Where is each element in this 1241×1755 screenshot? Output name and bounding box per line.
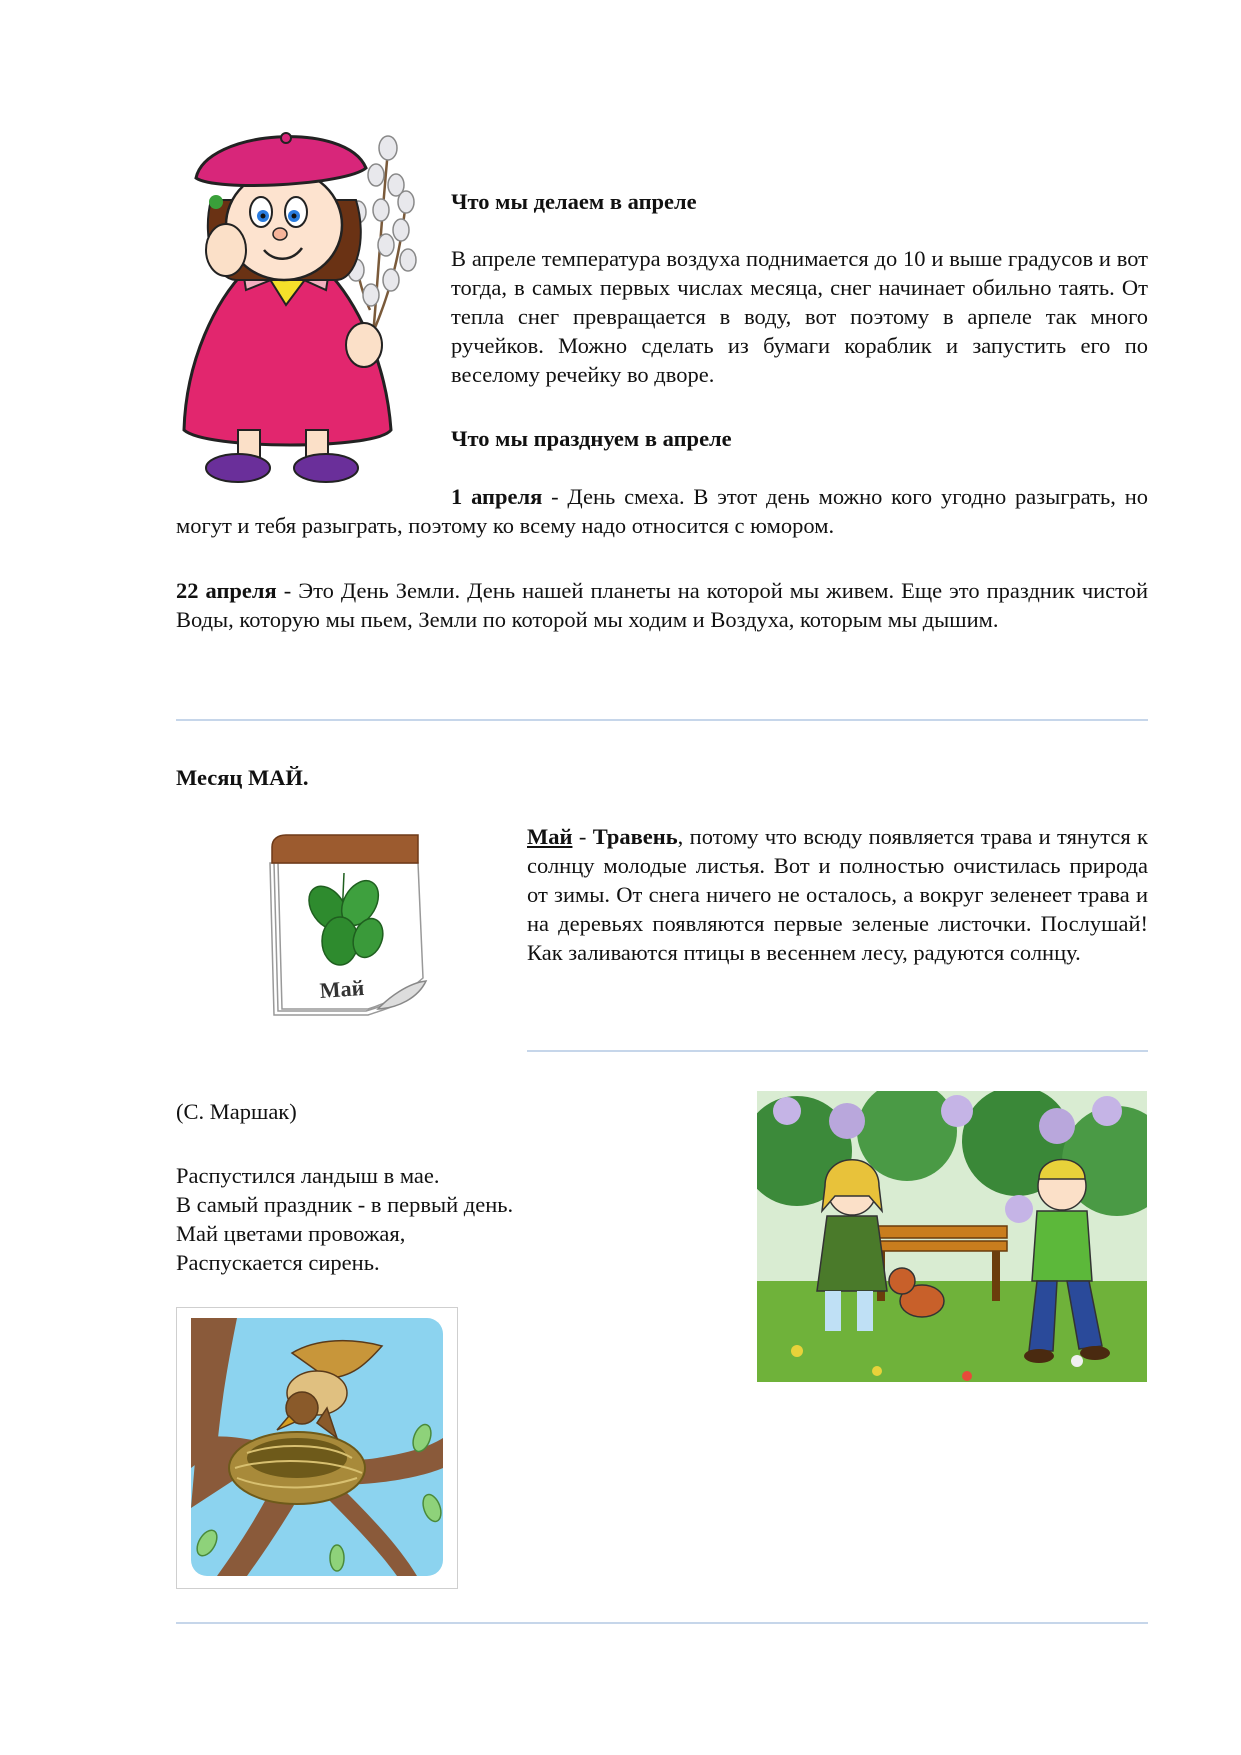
may-intro-dash: - <box>572 824 593 849</box>
april-holiday-earth-day <box>176 576 1148 634</box>
may-calendar-illustration <box>268 833 438 1018</box>
children-park-illustration <box>757 1091 1147 1382</box>
may-intro-text: , потому что всюду появляется трава и тянутся к солнцу молодые листья. Вот и полностью очистилась природа от зимы. От снега ничего не осталось, а вокруг зеленеет трава и на деревьях появляются первые зеленые листочки. Послушай! Как заливаются птицы в весеннем лесу, радуются солнцу. <box>527 824 1148 965</box>
poem <box>176 1161 636 1277</box>
bottom-divider <box>176 1622 1148 1624</box>
may-intro-name: Травень <box>592 824 678 849</box>
poem-line: Май цветами провожая, <box>176 1221 406 1246</box>
april-activities-heading: Что мы делаем в апреле <box>451 189 697 214</box>
girl-with-willow-illustration <box>176 130 426 495</box>
april-holiday2-text: - Это День Земли. День нашей планеты на которой мы живем. Еще это праздник чистой Воды, которую мы пьем, Земли по которой мы ходим и Воздуха, которым мы дышим. <box>176 578 1148 632</box>
april-holiday1-date: 1 апреля <box>451 484 543 509</box>
bird-nest-illustration <box>176 1307 458 1589</box>
section-divider <box>176 719 1148 721</box>
poem-line: Распускается сирень. <box>176 1250 380 1275</box>
april-holiday2-date: 22 апреля <box>176 578 277 603</box>
may-intro-word: Май <box>527 824 573 849</box>
poem-author: (С. Маршак) <box>176 1099 297 1124</box>
april-holidays-heading: Что мы празднуем в апреле <box>451 426 732 451</box>
may-intro-divider <box>527 1050 1148 1052</box>
april-holiday-laughter-day <box>176 482 1148 540</box>
may-intro-paragraph <box>527 822 1148 967</box>
april-activities-paragraph: В апреле температура воздуха поднимается до 10 и выше градусов и вот тогда, в самых первых числах месяца, снег начинает обильно таять. От тепла снег превращается в воду, вот поэтому в арпеле так много ручейков. Можно сделать из бумаги кораблик и запустить его по веселому речейку во дворе. <box>451 246 1148 387</box>
april-holiday1-text: - День смеха. В этот день можно кого угодно разыграть, но могут и тебя разыграть, поэтому ко всему надо относится с юмором. <box>176 484 1148 538</box>
may-heading: Месяц МАЙ. <box>176 765 309 790</box>
poem-line: В самый праздник - в первый день. <box>176 1192 514 1217</box>
calendar-month-label: Май <box>318 974 365 1003</box>
poem-line: Распустился ландыш в мае. <box>176 1163 440 1188</box>
